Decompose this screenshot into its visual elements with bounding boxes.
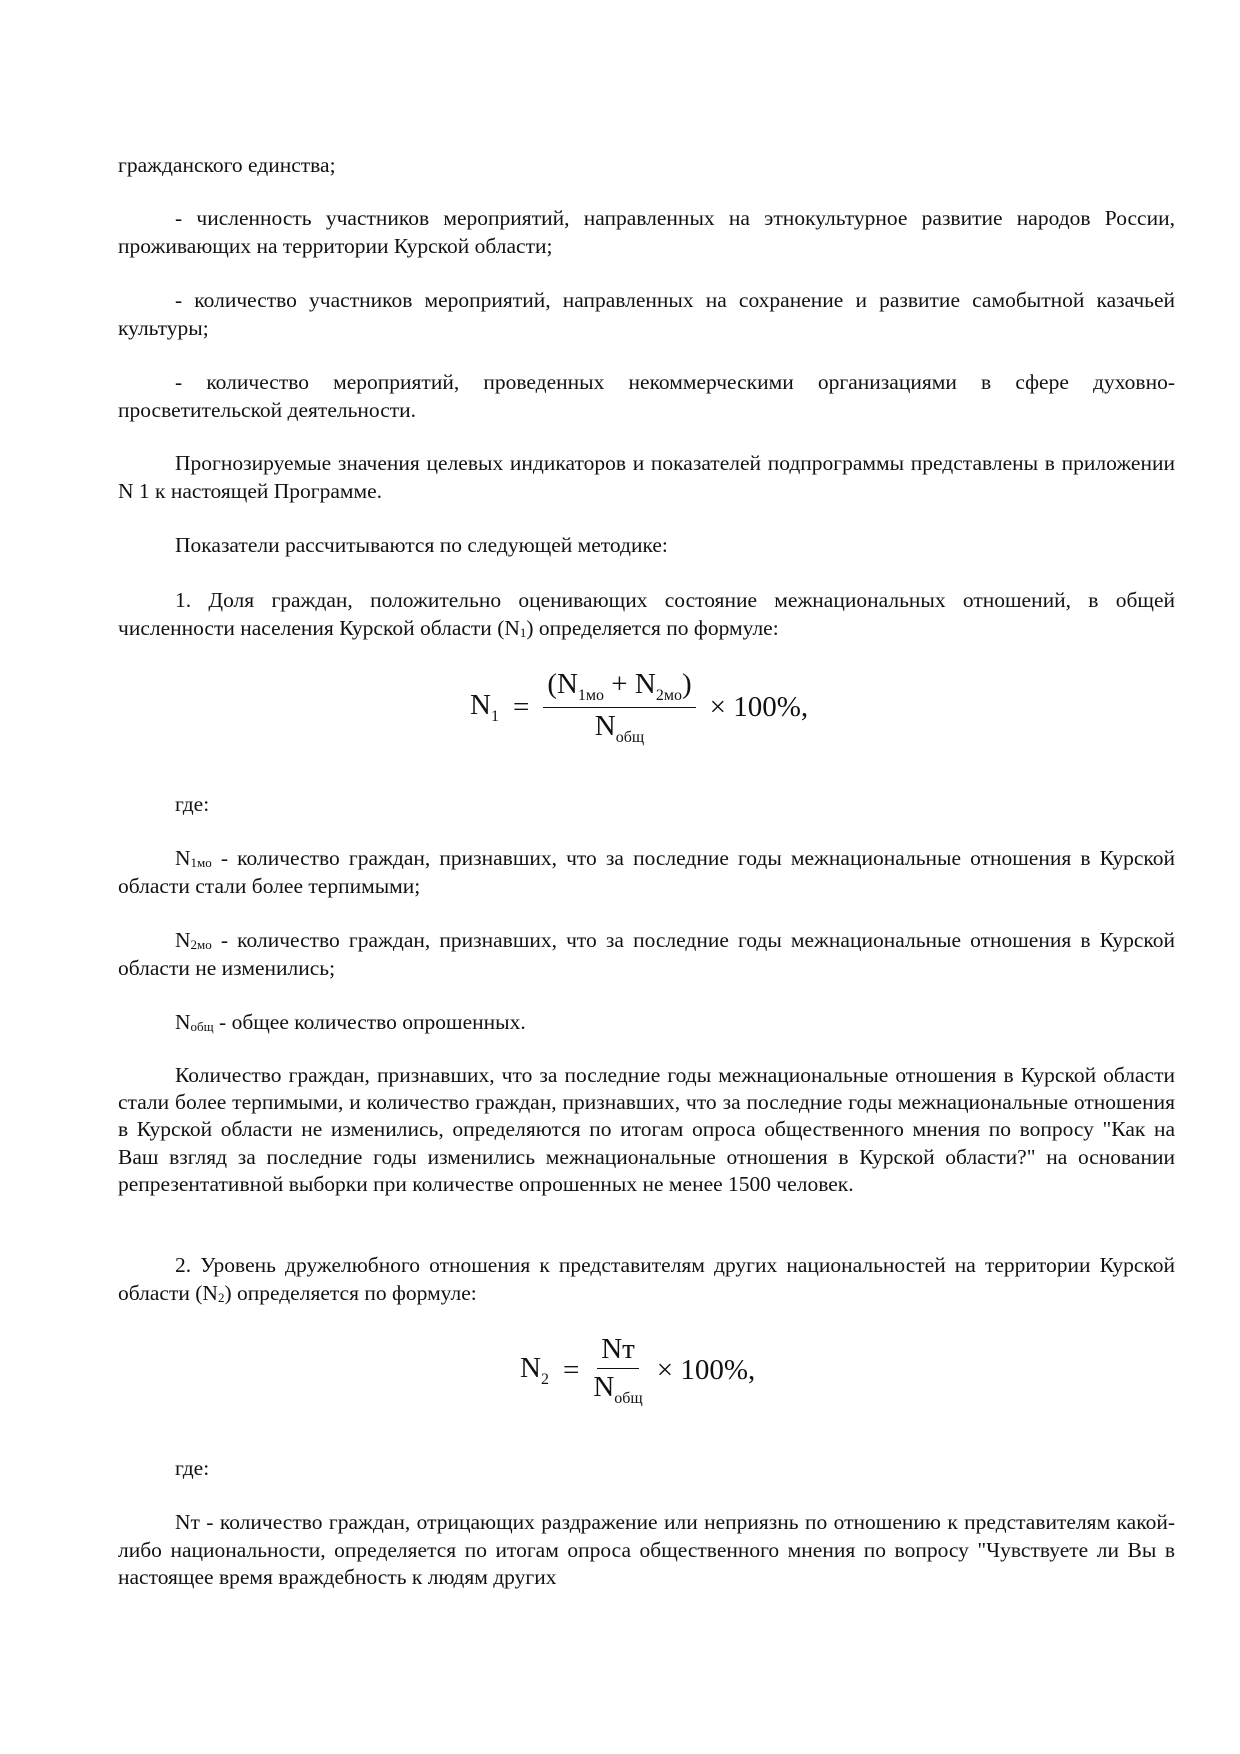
definition: $N_{2мо}$ - количество граждан, признавших, что за последние годы межнациональные отношения в Курской области не изменились;	[118, 928, 1175, 980]
paragraph: - количество участников мероприятий, направленных на сохранение и развитие самобытной казачьей культуры;	[118, 288, 1175, 340]
paragraph: где:	[175, 792, 210, 816]
paragraph: Nт - количество граждан, отрицающих раздражение или неприязнь по отношению к представителям какой-либо национальности, определяется по итогам опроса общественного мнения по вопросу "Чувствуете ли Вы в настоящее время враждебность к людям других	[118, 1510, 1175, 1589]
paragraph: Прогнозируемые значения целевых индикаторов и показателей подпрограммы представлены в приложении N 1 к настоящей Программе.	[118, 451, 1175, 503]
definition: $N_{общ}$ - общее количество опрошенных.	[175, 1010, 526, 1034]
paragraph: 1. Доля граждан, положительно оценивающих состояние межнациональных отношений, в общей численности населения Курской области $(N_1)$ определяется по формуле:	[118, 588, 1175, 640]
paragraph: где:	[175, 1456, 210, 1480]
formula-n1: $N_1$ = $\frac{(N_{1мо} + N_{2мо})}{N_{общ}}$ × 100%,	[470, 668, 809, 746]
paragraph: - количество мероприятий, проведенных некоммерческими организациями в сфере духовно-просветительской деятельности.	[118, 370, 1175, 422]
paragraph: - численность участников мероприятий, направленных на этнокультурное развитие народов России, проживающих на территории Курской области;	[118, 206, 1175, 258]
paragraph: гражданского единства;	[118, 153, 336, 177]
paragraph: Количество граждан, признавших, что за последние годы межнациональные отношения в Курской области стали более терпимыми, и количество граждан, признавших, что за последние годы межнациональные отношения в Курской области не изменились, определяются по итогам опроса общественного мнения по вопросу "Как на Ваш взгляд за последние годы изменились межнациональные отношения в Курской области?" на основании репрезентативной выборки при количестве опрошенных не менее 1500 человек.	[118, 1063, 1175, 1196]
paragraph: Показатели рассчитываются по следующей методике:	[175, 533, 668, 557]
paragraph: 2. Уровень дружелюбного отношения к представителям других национальностей на территории Курской области $(N_2)$ определяется по формуле:	[118, 1253, 1175, 1305]
definition: $N_{1мо}$ - количество граждан, признавших, что за последние годы межнациональные отношения в Курской области стали более терпимыми;	[118, 846, 1175, 898]
formula-n2: $N_2$ = $\frac{Nт}{N_{общ}}$ × 100%,	[520, 1333, 756, 1407]
